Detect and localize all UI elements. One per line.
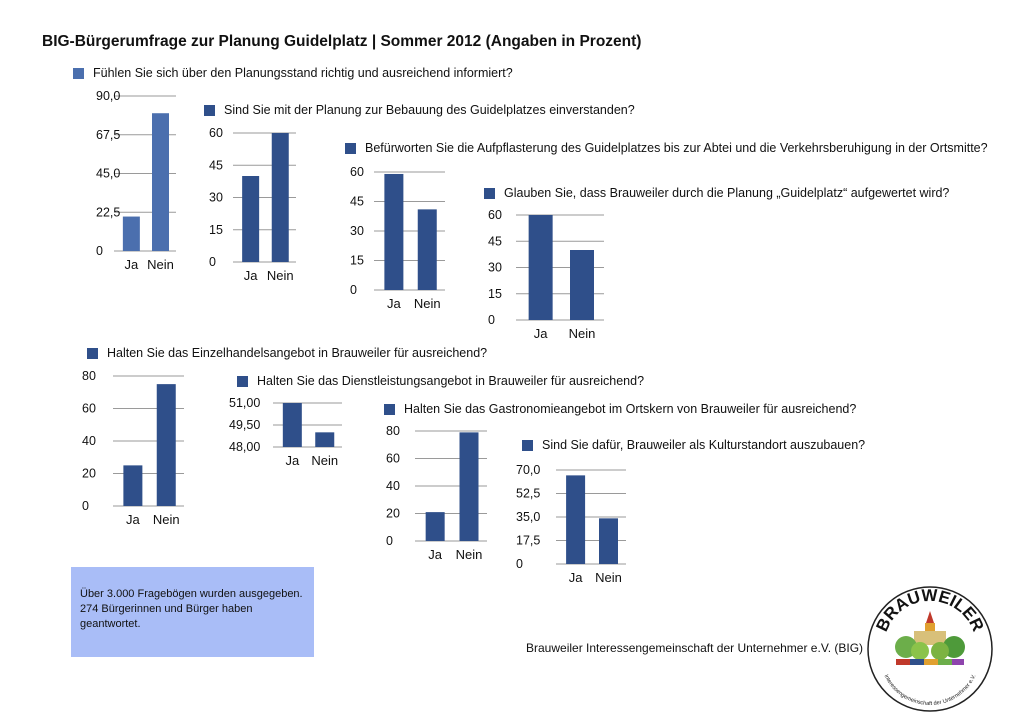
y-tick-label: 60: [82, 401, 96, 416]
info-box: [71, 567, 314, 657]
y-tick-label: 40: [82, 434, 96, 448]
y-tick-label: 45,0: [96, 166, 121, 181]
y-tick-label: 15: [488, 286, 502, 301]
question-text: Sind Sie mit der Planung zur Bebauung des Guidelplatzes einverstanden?: [224, 103, 635, 117]
bar-nein: [157, 384, 176, 506]
y-tick-label: 80: [386, 424, 400, 438]
bar-nein: [599, 518, 618, 564]
y-tick-label: 20: [82, 466, 96, 481]
info-text: Über 3.000 Fragebögen wurden ausgegeben. 274 Bürgerinnen und Bürger haben geantwortet.: [80, 588, 303, 630]
question-label: [345, 141, 988, 155]
y-tick-label: 45: [488, 234, 502, 249]
y-tick-label: 90,0: [96, 89, 121, 103]
category-label: Ja: [568, 570, 583, 585]
y-tick-label: 60: [350, 165, 364, 179]
y-tick-label: 45: [209, 158, 223, 173]
y-tick-label: 0: [488, 313, 495, 327]
category-label: Nein: [266, 268, 294, 283]
bar-chart: [78, 369, 185, 529]
bar-ja: [384, 174, 403, 290]
legend-square-icon: [87, 348, 98, 359]
question-label: [484, 186, 949, 200]
y-tick-label: 49,50: [229, 418, 261, 432]
y-tick-label: 0: [96, 244, 103, 258]
bar-nein: [418, 209, 437, 290]
legend-square-icon: [345, 143, 356, 154]
bar-nein: [272, 133, 289, 262]
bar-chart: [225, 396, 346, 470]
category-label: Nein: [568, 326, 596, 341]
y-tick-label: 45: [350, 194, 364, 209]
question-label: [87, 346, 487, 360]
bar-chart: [346, 165, 448, 313]
legend-square-icon: [384, 404, 395, 415]
bar-nein: [570, 250, 594, 320]
y-tick-label: 60: [488, 208, 502, 222]
y-tick-label: 0: [386, 534, 393, 548]
question-text: Sind Sie dafür, Brauweiler als Kulturstandort auszubauen?: [542, 438, 866, 452]
footer-text: Brauweiler Interessengemeinschaft der Unternehmer e.V. (BIG): [526, 641, 864, 655]
y-tick-label: 17,5: [516, 533, 541, 548]
bar-chart: [484, 208, 606, 343]
category-label: Nein: [152, 512, 180, 527]
y-tick-label: 30: [488, 260, 502, 275]
logo-subtitle: Interessengemeinschaft der Unternehmer e.V.: [882, 673, 978, 708]
legend-square-icon: [204, 105, 215, 116]
category-label: Nein: [311, 453, 339, 468]
question-label: [237, 374, 644, 388]
logo-name: BRAUWEILER: [872, 585, 988, 635]
category-label: Ja: [387, 296, 401, 311]
y-tick-label: 67,5: [96, 127, 121, 142]
y-tick-label: 51,00: [229, 396, 261, 410]
category-label: Ja: [533, 326, 548, 341]
page-title: BIG-Bürgerumfrage zur Planung Guidelplatz | Sommer 2012 (Angaben in Prozent): [42, 33, 642, 50]
bar-ja: [566, 475, 585, 564]
bar-nein: [152, 113, 169, 251]
y-tick-label: 30: [209, 190, 223, 205]
category-label: Ja: [428, 547, 443, 562]
y-tick-label: 80: [82, 369, 96, 383]
category-label: Nein: [413, 296, 441, 311]
bar-nein: [315, 432, 334, 447]
question-text: Halten Sie das Einzelhandelsangebot in Brauweiler für ausreichend?: [107, 346, 488, 360]
y-tick-label: 0: [209, 255, 216, 269]
y-tick-label: 15: [209, 222, 223, 237]
question-text: Halten Sie das Gastronomieangebot im Ortskern von Brauweiler für ausreichend?: [404, 402, 857, 416]
bar-ja: [242, 176, 259, 262]
bar-chart: [92, 89, 187, 274]
category-label: Ja: [126, 512, 140, 527]
y-tick-label: 60: [386, 451, 400, 466]
legend-square-icon: [484, 188, 495, 199]
bar-ja: [529, 215, 553, 320]
y-tick-label: 22,5: [96, 205, 121, 220]
question-text: Befürworten Sie die Aufpflasterung des Guidelplatzes bis zur Abtei und die Verkehrsberuhigung in der Ortsmitte?: [365, 141, 988, 155]
bar-ja: [123, 465, 142, 506]
category-label: Nein: [147, 257, 174, 272]
y-tick-label: 35,0: [516, 510, 541, 524]
bar-ja: [123, 217, 140, 251]
y-tick-label: 0: [516, 557, 523, 571]
y-tick-label: 60: [209, 126, 223, 140]
y-tick-label: 15: [350, 253, 364, 268]
category-label: Ja: [124, 257, 139, 272]
y-tick-label: 48,00: [229, 440, 261, 454]
bar-chart: [382, 424, 487, 564]
question-label: [204, 103, 635, 117]
legend-square-icon: [73, 68, 84, 79]
category-label: Nein: [595, 570, 622, 585]
legend-square-icon: [237, 376, 248, 387]
brauweiler-logo: [866, 585, 994, 713]
y-tick-label: 40: [386, 479, 400, 493]
question-text: Fühlen Sie sich über den Planungsstand richtig und ausreichend informiert?: [93, 66, 513, 80]
y-tick-label: 0: [82, 499, 89, 513]
y-tick-label: 20: [386, 506, 400, 521]
question-label: [73, 66, 513, 80]
y-tick-label: 70,0: [516, 463, 541, 477]
bar-chart: [205, 126, 300, 285]
y-tick-label: 0: [350, 283, 357, 297]
bar-chart: [512, 463, 629, 587]
category-label: Ja: [285, 453, 300, 468]
question-label: [384, 402, 856, 416]
bar-ja: [426, 512, 445, 541]
question-text: Halten Sie das Dienstleistungsangebot in Brauweiler für ausreichend?: [257, 374, 645, 388]
bar-ja: [283, 403, 302, 447]
bar-nein: [460, 432, 479, 541]
y-tick-label: 52,5: [516, 486, 541, 501]
category-label: Nein: [455, 547, 483, 562]
category-label: Ja: [243, 268, 258, 283]
legend-square-icon: [522, 440, 533, 451]
question-text: Glauben Sie, dass Brauweiler durch die Planung „Guidelplatz“ aufgewertet wird?: [504, 186, 950, 200]
question-label: [522, 438, 865, 452]
y-tick-label: 30: [350, 224, 364, 238]
